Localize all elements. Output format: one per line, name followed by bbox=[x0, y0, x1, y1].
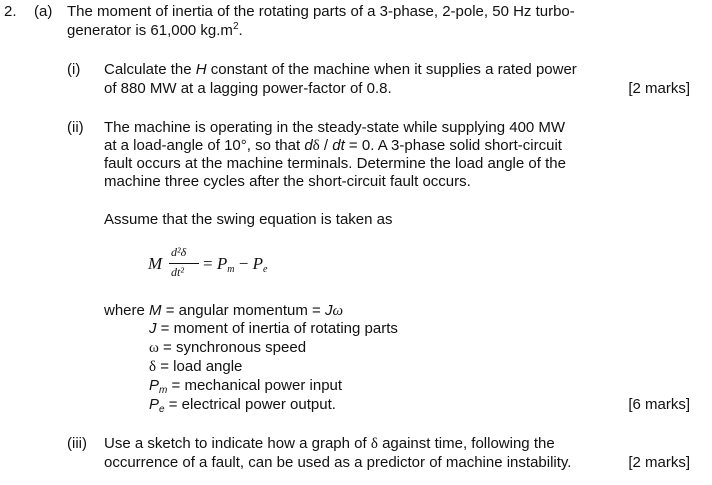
part-i-line-1: Calculate the H constant of the machine when it supplies a rated power bbox=[104, 61, 577, 78]
eq-numerator: d²δ bbox=[171, 245, 187, 259]
part-ii-label: (ii) bbox=[67, 119, 84, 136]
eq-denominator: dt² bbox=[171, 265, 184, 279]
def-Pm: $P_m$ = mechanical power input bbox=[149, 377, 343, 396]
part-iii-line-2: occurrence of a fault, can be used as a predictor of machine instability. bbox=[104, 454, 572, 471]
def-J: J = moment of inertia of rotating parts bbox=[149, 320, 398, 337]
part-ii-line-2: at a load-angle of 10°, so that dδ / dt = 0. A 3-phase solid short-circuit bbox=[104, 137, 562, 154]
where-line: where M = angular momentum = Jω bbox=[104, 302, 344, 319]
part-i-label: (i) bbox=[67, 61, 81, 78]
def-Pe: $P_e$ = electrical power output. bbox=[149, 396, 336, 415]
part-ii-line-4: machine three cycles after the short-circuit fault occurs. bbox=[104, 173, 471, 190]
intro-line-2: generator is 61,000 $kg.m^2$. bbox=[67, 21, 243, 39]
part-iii-marks: [2 marks] bbox=[628, 454, 690, 471]
part-i-marks: [2 marks] bbox=[628, 80, 690, 97]
eq-fraction-bar bbox=[169, 263, 199, 264]
def-omega: ω = synchronous speed bbox=[149, 339, 307, 356]
part-iii-line-1: Use a sketch to indicate how a graph of δ against time, following the bbox=[104, 435, 555, 452]
part-ii-line-3: fault occurs at the machine terminals. Determine the load angle of the bbox=[104, 155, 566, 172]
part-i-line-2: of 880 MW at a lagging power-factor of 0.8. bbox=[104, 80, 392, 97]
assume-text: Assume that the swing equation is taken as bbox=[104, 211, 393, 228]
intro-line-1: The moment of inertia of the rotating parts of a 3-phase, 2-pole, 50 Hz turbo- bbox=[67, 3, 575, 20]
part-ii-marks: [6 marks] bbox=[628, 396, 690, 413]
part-a-label: (a) bbox=[34, 3, 53, 20]
def-delta: δ = load angle bbox=[149, 358, 243, 375]
eq-rhs: = $P_m - P_e$ bbox=[203, 254, 268, 275]
eq-M: M bbox=[148, 254, 163, 273]
question-number: 2. bbox=[4, 3, 17, 20]
part-ii-line-1: The machine is operating in the steady-state while supplying 400 MW bbox=[104, 119, 566, 136]
part-iii-label: (iii) bbox=[67, 435, 87, 452]
